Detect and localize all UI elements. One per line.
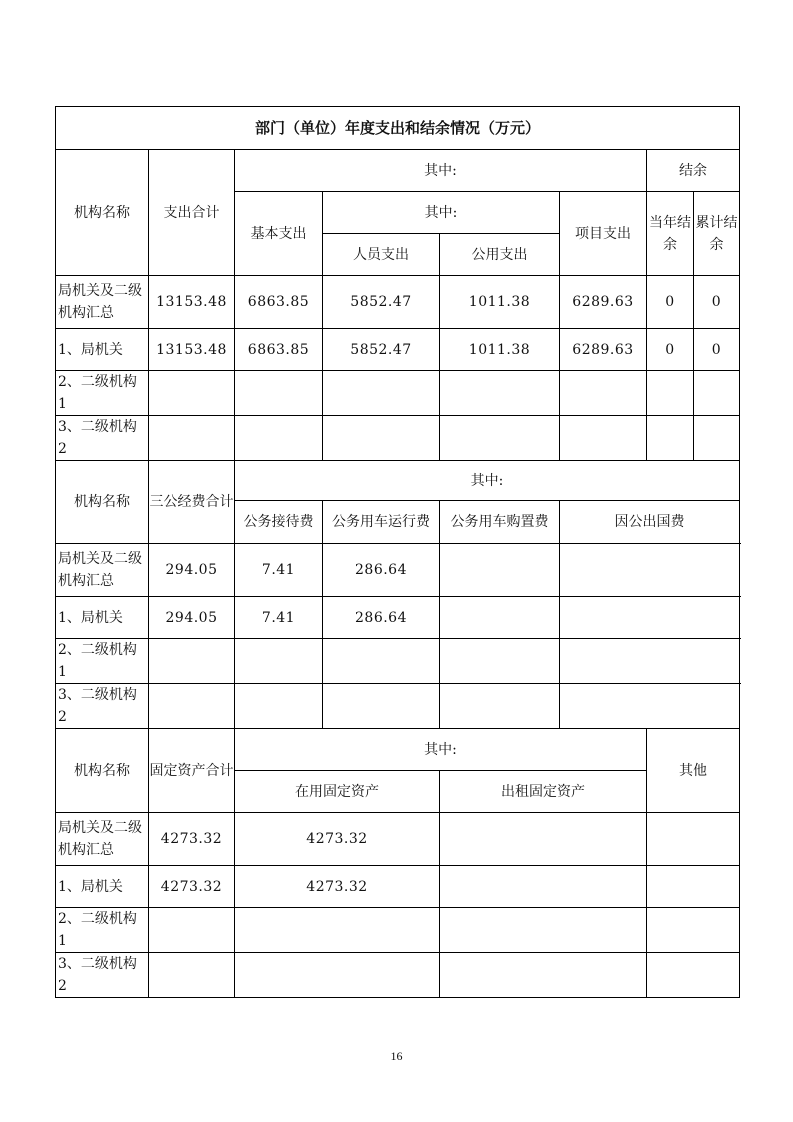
cell-reception (235, 684, 323, 729)
org-name: 1、局机关 (56, 329, 149, 371)
s1-header-current-balance: 当年结余 (647, 192, 694, 276)
cell-total: 294.05 (149, 544, 235, 597)
cell-car-purchase (440, 684, 560, 729)
cell-abroad (560, 544, 740, 597)
cell-reception (235, 639, 323, 684)
s3-header-rented: 出租固定资产 (440, 771, 647, 813)
org-name: 局机关及二级机构汇总 (56, 276, 149, 329)
cell-other (647, 813, 740, 866)
cell-total (149, 416, 235, 461)
cell-rented (440, 908, 647, 953)
cell-basic (235, 371, 323, 416)
cell-cumulative-balance: 0 (694, 329, 740, 371)
cell-reception: 7.41 (235, 597, 323, 639)
s2-header-row-1 (56, 461, 740, 501)
cell-project (560, 371, 647, 416)
s2-header-total: 三公经费合计 (149, 461, 235, 544)
table-row (56, 276, 740, 329)
org-name: 2、二级机构 1 (56, 639, 149, 684)
s3-header-in-use: 在用固定资产 (235, 771, 440, 813)
cell-basic: 6863.85 (235, 276, 323, 329)
cell-cumulative-balance (694, 416, 740, 461)
s1-header-row-1 (56, 150, 740, 192)
cell-total (149, 684, 235, 729)
cell-total (149, 908, 235, 953)
s1-header-project: 项目支出 (560, 192, 647, 276)
cell-total (149, 639, 235, 684)
cell-car-purchase (440, 639, 560, 684)
cell-basic: 6863.85 (235, 329, 323, 371)
cell-rented (440, 953, 647, 998)
table-row (56, 371, 740, 416)
cell-cumulative-balance (694, 371, 740, 416)
org-name: 1、局机关 (56, 597, 149, 639)
org-name: 1、局机关 (56, 866, 149, 908)
s2-header-reception: 公务接待费 (235, 501, 323, 544)
table-row (56, 908, 740, 953)
cell-car-operation (323, 684, 440, 729)
s1-header-personnel: 人员支出 (323, 234, 440, 276)
table-row (56, 639, 740, 684)
org-name: 3、二级机构 2 (56, 684, 149, 729)
cell-car-operation (323, 639, 440, 684)
title-row (56, 107, 740, 150)
table-row (56, 866, 740, 908)
cell-current-balance: 0 (647, 329, 694, 371)
s3-header-org: 机构名称 (56, 729, 149, 813)
cell-total: 13153.48 (149, 276, 235, 329)
table-row (56, 544, 740, 597)
cell-current-balance: 0 (647, 276, 694, 329)
cell-project (560, 416, 647, 461)
cell-personnel (323, 371, 440, 416)
table-title: 部门（单位）年度支出和结余情况（万元） (56, 107, 740, 150)
s1-header-balance: 结余 (647, 150, 740, 192)
cell-personnel (323, 416, 440, 461)
org-name: 3、二级机构 2 (56, 416, 149, 461)
cell-other (647, 866, 740, 908)
cell-other (647, 953, 740, 998)
cell-total: 294.05 (149, 597, 235, 639)
expenditure-balance-table (55, 106, 740, 998)
cell-in-use (235, 953, 440, 998)
cell-personnel: 5852.47 (323, 329, 440, 371)
s1-header-cumulative-balance: 累计结余 (694, 192, 740, 276)
cell-total: 13153.48 (149, 329, 235, 371)
table-row (56, 953, 740, 998)
cell-total: 4273.32 (149, 813, 235, 866)
table-row (56, 416, 740, 461)
table-row (56, 684, 740, 729)
cell-rented (440, 813, 647, 866)
cell-total (149, 953, 235, 998)
s2-header-of-which: 其中: (235, 461, 740, 501)
s2-header-car-purchase: 公务用车购置费 (440, 501, 560, 544)
cell-project: 6289.63 (560, 329, 647, 371)
cell-car-operation: 286.64 (323, 544, 440, 597)
org-name: 3、二级机构 2 (56, 953, 149, 998)
org-name: 2、二级机构 1 (56, 908, 149, 953)
cell-in-use: 4273.32 (235, 813, 440, 866)
cell-total: 4273.32 (149, 866, 235, 908)
table-row (56, 597, 740, 639)
cell-current-balance (647, 371, 694, 416)
cell-car-purchase (440, 544, 560, 597)
cell-rented (440, 866, 647, 908)
org-name: 局机关及二级机构汇总 (56, 813, 149, 866)
cell-other (647, 908, 740, 953)
cell-in-use: 4273.32 (235, 866, 440, 908)
cell-cumulative-balance: 0 (694, 276, 740, 329)
page-number: 16 (390, 1049, 403, 1063)
cell-car-purchase (440, 597, 560, 639)
cell-personnel: 5852.47 (323, 276, 440, 329)
s3-header-other: 其他 (647, 729, 740, 813)
cell-in-use (235, 908, 440, 953)
cell-project: 6289.63 (560, 276, 647, 329)
s1-header-basic: 基本支出 (235, 192, 323, 276)
s2-header-abroad: 因公出国费 (560, 501, 740, 544)
cell-public: 1011.38 (440, 329, 560, 371)
cell-car-operation: 286.64 (323, 597, 440, 639)
s2-header-car-operation: 公务用车运行费 (323, 501, 440, 544)
cell-abroad (560, 597, 740, 639)
cell-abroad (560, 639, 740, 684)
s3-header-row-1 (56, 729, 740, 771)
cell-total (149, 371, 235, 416)
cell-public (440, 371, 560, 416)
org-name: 2、二级机构 1 (56, 371, 149, 416)
cell-abroad (560, 684, 740, 729)
s1-header-public: 公用支出 (440, 234, 560, 276)
org-name: 局机关及二级机构汇总 (56, 544, 149, 597)
s1-header-of-which-2: 其中: (323, 192, 560, 234)
s1-header-org: 机构名称 (56, 150, 149, 276)
s1-header-of-which: 其中: (235, 150, 647, 192)
table-row (56, 329, 740, 371)
cell-current-balance (647, 416, 694, 461)
s3-header-total: 固定资产合计 (149, 729, 235, 813)
table-row (56, 813, 740, 866)
cell-public: 1011.38 (440, 276, 560, 329)
s2-header-org: 机构名称 (56, 461, 149, 544)
s3-header-of-which: 其中: (235, 729, 647, 771)
cell-basic (235, 416, 323, 461)
cell-public (440, 416, 560, 461)
s1-header-total: 支出合计 (149, 150, 235, 276)
cell-reception: 7.41 (235, 544, 323, 597)
